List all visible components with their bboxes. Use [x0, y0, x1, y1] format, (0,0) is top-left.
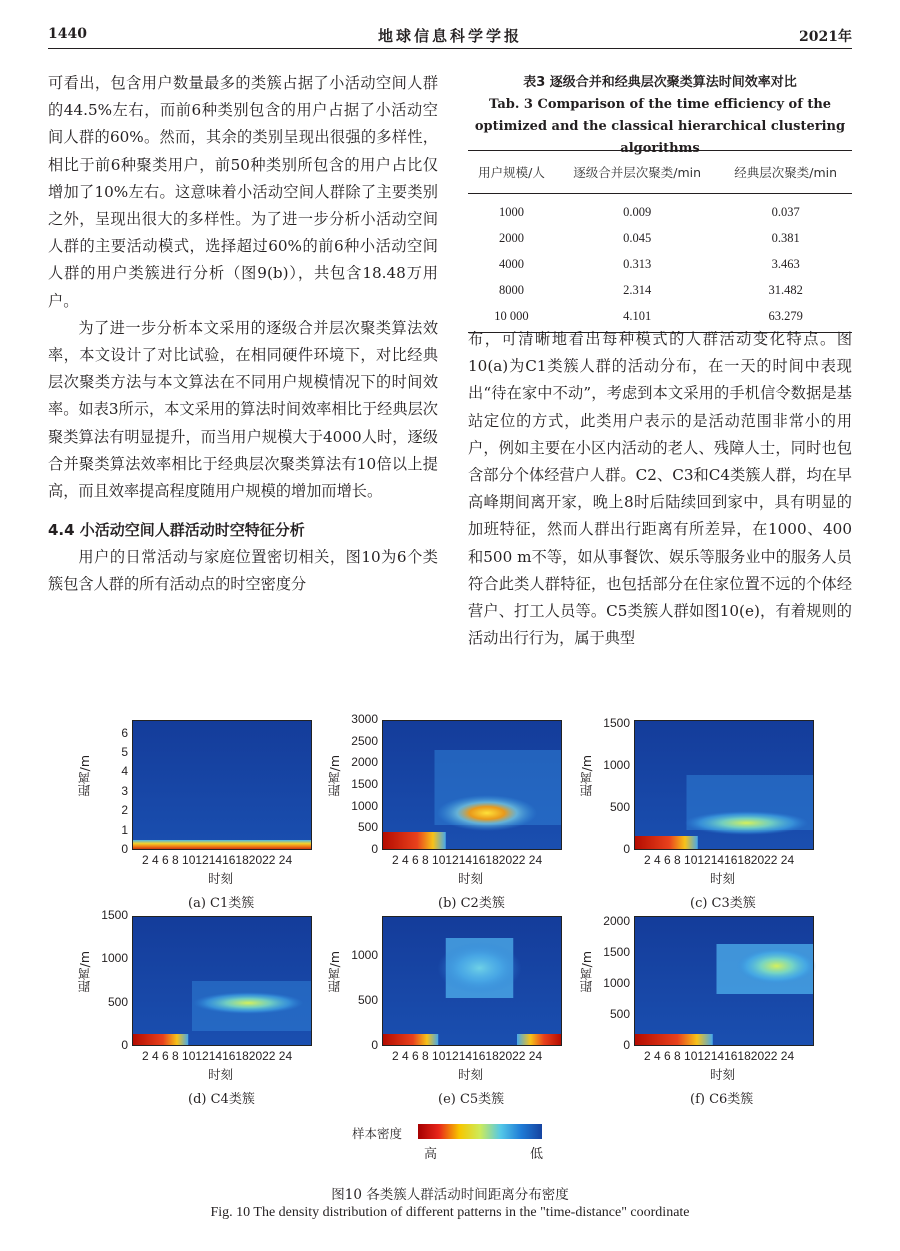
- density-blob: [437, 795, 537, 831]
- x-tick-labels: 2 4 6 8 10121416182022 24: [644, 1049, 795, 1063]
- home-density-band: [634, 836, 698, 850]
- panel-caption: (e) C5类簇: [438, 1092, 505, 1107]
- table-cell: 1000: [498, 204, 524, 219]
- y-tick-label: 2000: [603, 914, 630, 929]
- table-cell: 4000: [498, 256, 524, 271]
- x-tick-labels: 2 4 6 8 10121416182022 24: [392, 853, 543, 867]
- y-tick-label: 3000: [351, 712, 378, 726]
- y-tick-label: 6: [121, 725, 128, 740]
- heatmap-panel-c5: [327, 912, 590, 1112]
- table-row: [468, 251, 852, 277]
- table-cell: 0.009: [623, 204, 652, 219]
- x-tick-labels: 2 4 6 8 10121416182022 24: [142, 853, 293, 867]
- table-caption: [468, 72, 852, 160]
- heatmap-panel-c4: [77, 908, 340, 1112]
- x-tick-labels: 2 4 6 8 10121416182022 24: [142, 1049, 293, 1063]
- panel-caption: (f) C6类簇: [690, 1092, 754, 1107]
- home-density-band: [382, 1034, 438, 1046]
- x-tick-labels: 2 4 6 8 10121416182022 24: [644, 853, 795, 867]
- efficiency-table: [468, 150, 852, 333]
- y-tick-label: 1000: [101, 951, 128, 966]
- x-tick-labels: 2 4 6 8 10121416182022 24: [392, 1049, 543, 1063]
- y-tick-label: 0: [121, 1038, 128, 1052]
- heatmap-panel-c3: [579, 716, 842, 916]
- y-tick-label: 1500: [603, 945, 630, 960]
- section-title: 4.4 小活动空间人群活动时空特征分析: [48, 521, 305, 540]
- density-blob: [193, 992, 303, 1014]
- colorbar-title: 样本密度: [352, 1126, 403, 1141]
- y-tick-label: 500: [357, 820, 378, 835]
- home-density-band: [132, 1034, 188, 1046]
- y-tick-label: 1000: [351, 798, 378, 813]
- table-cell: 0.045: [623, 230, 652, 245]
- table-cell: 0.381: [771, 230, 800, 245]
- x-axis-label: 时刻: [458, 871, 484, 886]
- heatmap-panel-c1: [77, 716, 340, 916]
- y-axis-label: 距离/m: [327, 951, 342, 993]
- x-axis-label: 时刻: [458, 1067, 484, 1082]
- table-caption-en: Tab. 3 Comparison of the time efficiency of the optimized and the classical hierarchical clustering algorithms: [474, 97, 846, 156]
- table-header: 用户规模/人: [468, 151, 555, 194]
- right-column: [468, 326, 852, 652]
- table-cell: 63.279: [719, 303, 852, 333]
- y-tick-label: 1000: [603, 758, 630, 773]
- density-colorbar: [418, 1124, 542, 1139]
- y-tick-label: 500: [107, 994, 128, 1009]
- heatmap-plot: [132, 916, 312, 1046]
- heatmap-plot: [634, 916, 814, 1046]
- home-density-band: [132, 840, 312, 850]
- y-tick-label: 2: [121, 803, 128, 818]
- figure-caption-en: Fig. 10 The density distribution of different patterns in the "time-distance" coordinate: [210, 1205, 690, 1220]
- y-tick-label: 4: [121, 764, 128, 779]
- y-axis-label: 距离/m: [579, 755, 594, 797]
- table-cell: 4.101: [555, 303, 719, 333]
- y-tick-label: 0: [371, 1038, 378, 1052]
- heatmap-plot: [382, 916, 562, 1046]
- heatmap-plot: [132, 720, 312, 850]
- heatmap-panel-c2: [327, 712, 590, 916]
- y-tick-label: 3: [121, 783, 128, 798]
- table-cell: 0.313: [623, 256, 652, 271]
- y-tick-label: 0: [623, 842, 630, 856]
- y-tick-label: 0: [121, 842, 128, 856]
- colorbar-high-label: 高: [424, 1147, 438, 1162]
- y-tick-label: 1500: [101, 908, 128, 922]
- y-tick-label: 2500: [351, 733, 378, 748]
- panel-caption: (a) C1类簇: [188, 896, 255, 911]
- figure-caption-zh: 图10 各类簇人群活动时间距离分布密度: [331, 1187, 569, 1203]
- heatmap-plot: [382, 720, 562, 850]
- density-blob: [737, 948, 817, 984]
- journal-title: 地球信息科学学报: [377, 27, 522, 45]
- y-tick-label: 1000: [603, 976, 630, 991]
- table-cell: 2000: [498, 230, 524, 245]
- y-axis-label: 距离/m: [77, 755, 92, 797]
- table-row: [468, 277, 852, 303]
- y-tick-label: 500: [609, 1007, 630, 1022]
- table-cell: 3.463: [771, 256, 800, 271]
- colorbar-low-label: 低: [530, 1147, 544, 1162]
- left-column: [48, 70, 438, 599]
- x-axis-label: 时刻: [208, 1067, 234, 1082]
- y-tick-label: 5: [121, 744, 128, 759]
- y-tick-label: 2000: [351, 755, 378, 770]
- x-axis-label: 时刻: [208, 871, 234, 886]
- table-row: [468, 225, 852, 251]
- y-tick-label: 1500: [603, 716, 630, 731]
- journal-year: 2021年: [799, 29, 852, 45]
- x-axis-label: 时刻: [710, 1067, 736, 1082]
- page-header: [48, 24, 852, 49]
- y-tick-label: 0: [623, 1038, 630, 1052]
- y-tick-label: 0: [371, 842, 378, 856]
- paragraph: 可看出，包含用户数量最多的类簇占据了小活动空间人群的44.5%左右，而前6种类别包含的用户占据了小活动空间人群的60%。然而，其余的类别呈现出很强的多样性，相比于前6种聚类用户，前50种类别所包含的用户占比仅增加了10%左右。这意味着小活动空间人群除了主要类别之外，呈现出很大的多样性。为了进一步分析小活动空间人群的主要活动模式，选择超过60%的前6种小活动空间人群的用户类簇进行分析（图9(b)），共包含18.48万用户。: [48, 74, 438, 310]
- y-axis-label: 距离/m: [579, 951, 594, 993]
- density-blob: [685, 811, 809, 835]
- page-number: 1440: [48, 26, 87, 42]
- home-density-band: [517, 1034, 562, 1046]
- paragraph: 为了进一步分析本文采用的逐级合并层次聚类算法效率，本文设计了对比试验，在相同硬件环境下，对比经典层次聚类方法与本文算法在不同用户规模情况下的时间效率。如表3所示，本文采用的算法时间效率相比于经典层次聚类算法有明显提升，而当用户规模大于4000人时，逐级合并聚类算法效率相比于经典层次聚类算法有10倍以上提高，而且效率提高程度随用户规模的增加而增长。: [48, 318, 438, 501]
- home-density-band: [382, 832, 446, 850]
- heatmap-background: [132, 720, 312, 850]
- density-blob: [438, 942, 522, 994]
- y-axis-label: 距离/m: [327, 755, 342, 797]
- table-header: 经典层次聚类/min: [719, 151, 852, 194]
- y-tick-label: 1000: [351, 948, 378, 963]
- panel-caption: (c) C3类簇: [690, 896, 756, 911]
- paragraph: 用户的日常活动与家庭位置密切相关，图10为6个类簇包含人群的所有活动点的时空密度分: [48, 548, 438, 594]
- y-tick-label: 500: [357, 993, 378, 1008]
- y-tick-label: 1: [121, 822, 128, 837]
- home-density-band: [634, 1034, 713, 1046]
- y-tick-label: 500: [609, 800, 630, 815]
- table-caption-zh: 表3 逐级合并和经典层次聚类算法时间效率对比: [523, 75, 797, 90]
- panel-caption: (b) C2类簇: [438, 896, 505, 911]
- table-header: 逐级合并层次聚类/min: [555, 151, 719, 194]
- table-cell: 0.037: [771, 204, 800, 219]
- table-cell: 31.482: [768, 282, 803, 297]
- table-cell: 10 000: [468, 303, 555, 333]
- table-cell: 2.314: [623, 282, 652, 297]
- table-cell: 8000: [498, 282, 524, 297]
- y-axis-label: 距离/m: [77, 951, 92, 993]
- y-tick-label: 1500: [351, 777, 378, 791]
- panel-caption: (d) C4类簇: [188, 1092, 255, 1107]
- heatmap-panel-c6: [579, 912, 842, 1112]
- x-axis-label: 时刻: [710, 871, 736, 886]
- paragraph: 布，可清晰地看出每种模式的人群活动变化特点。图10(a)为C1类簇人群的活动分布，在一天的时间中表现出“待在家中不动”，考虑到本文采用的手机信令数据是基站定位的方式，此类用户表示的是活动范围非常小的用户，例如主要在小区内活动的老人、残障人士，同时也包含部分个体经营户人群。C2、C3和C4类簇人群，均在早高峰期间离开家，晚上8时后陆续回到家中，具有明显的加班特征，然而人群出行距离有所差异，在1000、400和500 m不等，如从事餐饮、娱乐等服务业中的服务人员符合此类人群特征，也包括部分在住家位置不远的个体经营户、打工人员等。C5类簇人群如图10(e)，有着规则的活动出行行为，属于典型: [468, 330, 852, 648]
- heatmap-plot: [634, 720, 814, 850]
- table-row: [468, 194, 852, 226]
